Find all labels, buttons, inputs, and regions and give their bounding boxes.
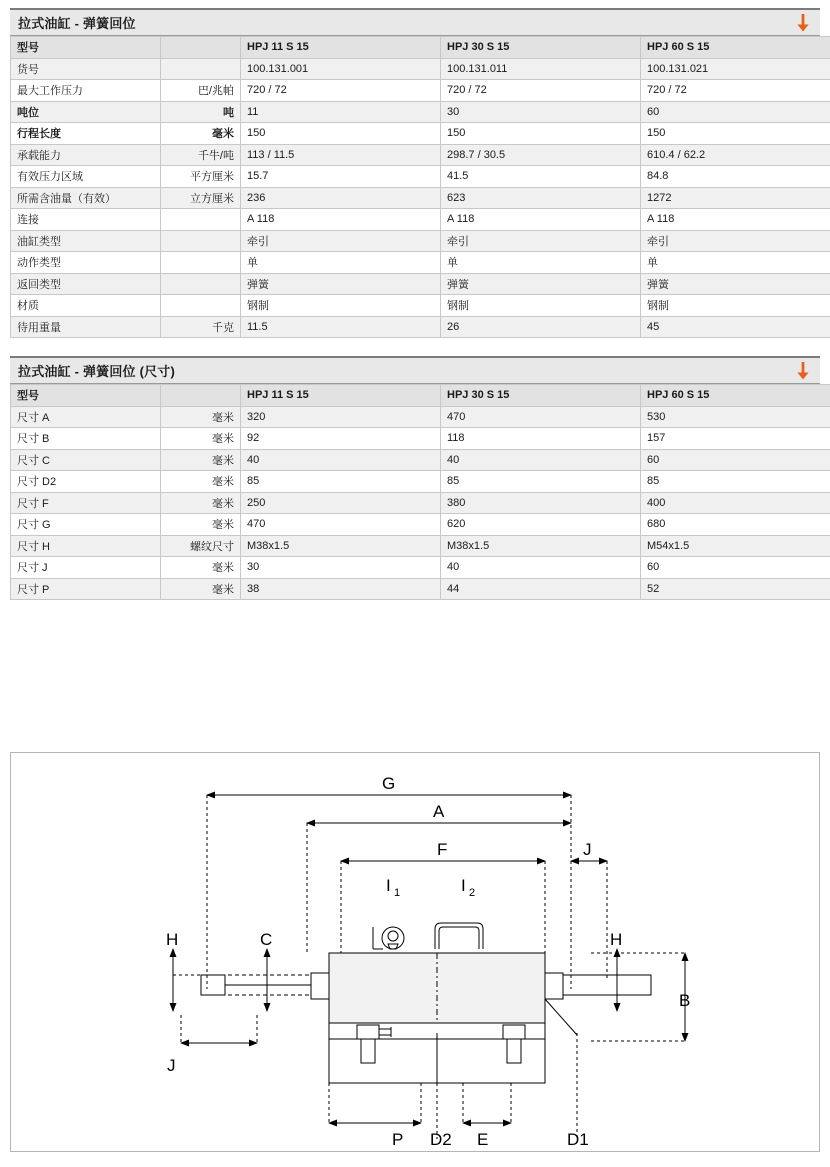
row-value-2: 40: [441, 557, 641, 579]
row-label: 尺寸 B: [11, 428, 161, 450]
row-value-1: 30: [241, 557, 441, 579]
row-label: 尺寸 P: [11, 578, 161, 600]
table-row: [11, 471, 830, 493]
row-value-1: 钢制: [241, 295, 441, 317]
row-unit: 立方厘米: [161, 187, 241, 209]
down-arrow-icon: [796, 362, 810, 380]
row-value-2: 26: [441, 316, 641, 338]
spec-block-dimensions: [10, 356, 820, 600]
row-unit: [161, 252, 241, 274]
row-value-3: 牵引: [641, 230, 830, 252]
row-unit: 毫米: [161, 578, 241, 600]
row-label: 行程长度: [11, 123, 161, 145]
row-value-3: M54x1.5: [641, 535, 830, 557]
row-value-1: 150: [241, 123, 441, 145]
row-label: 油缸类型: [11, 230, 161, 252]
dim-label-D2: D2: [430, 1130, 452, 1149]
row-unit: 毫米: [161, 406, 241, 428]
table-row: [11, 144, 830, 166]
col-header-label: 型号: [11, 37, 161, 59]
row-label: 材质: [11, 295, 161, 317]
row-value-1: 牵引: [241, 230, 441, 252]
row-label: 返回类型: [11, 273, 161, 295]
row-value-1: 113 / 11.5: [241, 144, 441, 166]
row-value-1: 92: [241, 428, 441, 450]
dim-label-P: P: [392, 1130, 404, 1149]
row-unit: 毫米: [161, 557, 241, 579]
row-value-3: 60: [641, 101, 830, 123]
row-label: 尺寸 A: [11, 406, 161, 428]
row-value-3: 100.131.021: [641, 58, 830, 80]
row-value-2: 85: [441, 471, 641, 493]
dim-label-A: A: [433, 802, 445, 821]
cylinder-dimension-drawing: [10, 752, 820, 1152]
dim-label-H-left: H: [166, 930, 179, 949]
row-label: 有效压力区域: [11, 166, 161, 188]
table-row: [11, 123, 830, 145]
row-value-2: 40: [441, 449, 641, 471]
row-value-3: 720 / 72: [641, 80, 830, 102]
row-label: 所需含油量（有效）: [11, 187, 161, 209]
row-value-2: 380: [441, 492, 641, 514]
row-value-1: 单: [241, 252, 441, 274]
row-value-3: 1272: [641, 187, 830, 209]
col-header-label: 型号: [11, 385, 161, 407]
row-unit: [161, 295, 241, 317]
row-value-2: A 118: [441, 209, 641, 231]
row-value-2: M38x1.5: [441, 535, 641, 557]
table-row-header: [11, 385, 830, 407]
row-value-3: A 118: [641, 209, 830, 231]
row-value-3: 钢制: [641, 295, 830, 317]
row-unit: 毫米: [161, 449, 241, 471]
row-unit: 千克: [161, 316, 241, 338]
col-header-model-1: HPJ 11 S 15: [241, 37, 441, 59]
col-header-unit: [161, 37, 241, 59]
row-unit: 毫米: [161, 428, 241, 450]
row-value-3: 157: [641, 428, 830, 450]
row-value-3: 150: [641, 123, 830, 145]
row-label: 尺寸 J: [11, 557, 161, 579]
row-value-2: 470: [441, 406, 641, 428]
row-value-1: 720 / 72: [241, 80, 441, 102]
table-row: [11, 252, 830, 274]
col-header-model-3: HPJ 60 S 15: [641, 37, 830, 59]
row-value-3: 60: [641, 557, 830, 579]
dim-label-I2: I: [461, 876, 466, 895]
dim-label-I1-sub: 1: [394, 887, 401, 899]
row-unit: 毫米: [161, 471, 241, 493]
spec-block-main: [10, 8, 820, 338]
row-value-1: 85: [241, 471, 441, 493]
row-value-3: 45: [641, 316, 830, 338]
col-header-model-2: HPJ 30 S 15: [441, 37, 641, 59]
row-value-3: 85: [641, 471, 830, 493]
row-value-1: A 118: [241, 209, 441, 231]
row-label: 尺寸 C: [11, 449, 161, 471]
dim-label-I1: I: [386, 876, 391, 895]
row-value-2: 100.131.011: [441, 58, 641, 80]
row-value-3: 单: [641, 252, 830, 274]
row-value-3: 84.8: [641, 166, 830, 188]
row-value-3: 52: [641, 578, 830, 600]
table-row: [11, 295, 830, 317]
row-unit: 螺纹尺寸: [161, 535, 241, 557]
row-value-1: 15.7: [241, 166, 441, 188]
col-header-model-2: HPJ 30 S 15: [441, 385, 641, 407]
block-header-dimensions: [10, 356, 820, 384]
row-unit: 千牛/吨: [161, 144, 241, 166]
col-header-unit: [161, 385, 241, 407]
row-label: 动作类型: [11, 252, 161, 274]
table-row: [11, 557, 830, 579]
row-value-2: 30: [441, 101, 641, 123]
row-value-2: 298.7 / 30.5: [441, 144, 641, 166]
table-row: [11, 578, 830, 600]
row-unit: [161, 273, 241, 295]
row-unit: 巴/兆帕: [161, 80, 241, 102]
row-value-3: 弹簧: [641, 273, 830, 295]
row-label: 吨位: [11, 101, 161, 123]
table-row-header: [11, 37, 830, 59]
block-header-main: [10, 8, 820, 36]
row-unit: 毫米: [161, 123, 241, 145]
row-value-2: 44: [441, 578, 641, 600]
drawing-svg: [11, 753, 819, 1151]
row-label: 货号: [11, 58, 161, 80]
row-value-1: 弹簧: [241, 273, 441, 295]
table-row: [11, 492, 830, 514]
table-row: [11, 58, 830, 80]
row-value-2: 牵引: [441, 230, 641, 252]
row-unit: [161, 209, 241, 231]
row-label: 待用重量: [11, 316, 161, 338]
row-value-3: 680: [641, 514, 830, 536]
spec-table-main: [10, 36, 830, 338]
dim-label-J-left: J: [167, 1056, 176, 1075]
row-value-2: 623: [441, 187, 641, 209]
row-value-3: 610.4 / 62.2: [641, 144, 830, 166]
row-value-1: 11: [241, 101, 441, 123]
col-header-model-3: HPJ 60 S 15: [641, 385, 830, 407]
row-label: 尺寸 G: [11, 514, 161, 536]
row-value-2: 118: [441, 428, 641, 450]
dim-label-E: E: [477, 1130, 489, 1149]
row-value-2: 弹簧: [441, 273, 641, 295]
table-row: [11, 209, 830, 231]
block-title: 拉式油缸 - 弹簧回位 (尺寸): [18, 364, 176, 379]
dim-label-J-top: J: [583, 840, 592, 859]
table-row: [11, 166, 830, 188]
row-unit: 毫米: [161, 492, 241, 514]
row-value-1: 100.131.001: [241, 58, 441, 80]
row-value-1: 236: [241, 187, 441, 209]
table-row: [11, 406, 830, 428]
row-value-1: 11.5: [241, 316, 441, 338]
dim-label-D1: D1: [567, 1130, 589, 1149]
row-unit: 吨: [161, 101, 241, 123]
dim-label-G: G: [382, 774, 396, 793]
dim-label-B: B: [679, 991, 691, 1010]
table-row: [11, 80, 830, 102]
row-value-2: 41.5: [441, 166, 641, 188]
row-unit: [161, 230, 241, 252]
table-row: [11, 514, 830, 536]
row-value-2: 150: [441, 123, 641, 145]
row-value-3: 530: [641, 406, 830, 428]
dim-label-H-right: H: [610, 930, 623, 949]
table-row: [11, 101, 830, 123]
table-row: [11, 187, 830, 209]
dim-label-I2-sub: 2: [469, 887, 476, 899]
row-label: 尺寸 D2: [11, 471, 161, 493]
table-row: [11, 428, 830, 450]
row-value-2: 钢制: [441, 295, 641, 317]
row-unit: [161, 58, 241, 80]
row-value-2: 620: [441, 514, 641, 536]
row-value-1: M38x1.5: [241, 535, 441, 557]
row-label: 尺寸 H: [11, 535, 161, 557]
row-value-2: 单: [441, 252, 641, 274]
down-arrow-icon: [796, 14, 810, 32]
row-label: 连接: [11, 209, 161, 231]
row-value-1: 320: [241, 406, 441, 428]
row-label: 承载能力: [11, 144, 161, 166]
row-unit: 毫米: [161, 514, 241, 536]
row-value-1: 250: [241, 492, 441, 514]
table-row: [11, 316, 830, 338]
dim-label-C: C: [260, 930, 273, 949]
block-title: 拉式油缸 - 弹簧回位: [18, 16, 136, 31]
dim-label-F: F: [437, 840, 448, 859]
row-value-3: 400: [641, 492, 830, 514]
row-value-1: 38: [241, 578, 441, 600]
row-value-1: 40: [241, 449, 441, 471]
row-value-2: 720 / 72: [441, 80, 641, 102]
row-value-3: 60: [641, 449, 830, 471]
table-row: [11, 449, 830, 471]
table-row: [11, 230, 830, 252]
spec-table-dimensions: [10, 384, 830, 600]
col-header-model-1: HPJ 11 S 15: [241, 385, 441, 407]
row-unit: 平方厘米: [161, 166, 241, 188]
row-label: 最大工作压力: [11, 80, 161, 102]
row-label: 尺寸 F: [11, 492, 161, 514]
table-row: [11, 273, 830, 295]
row-value-1: 470: [241, 514, 441, 536]
table-row: [11, 535, 830, 557]
